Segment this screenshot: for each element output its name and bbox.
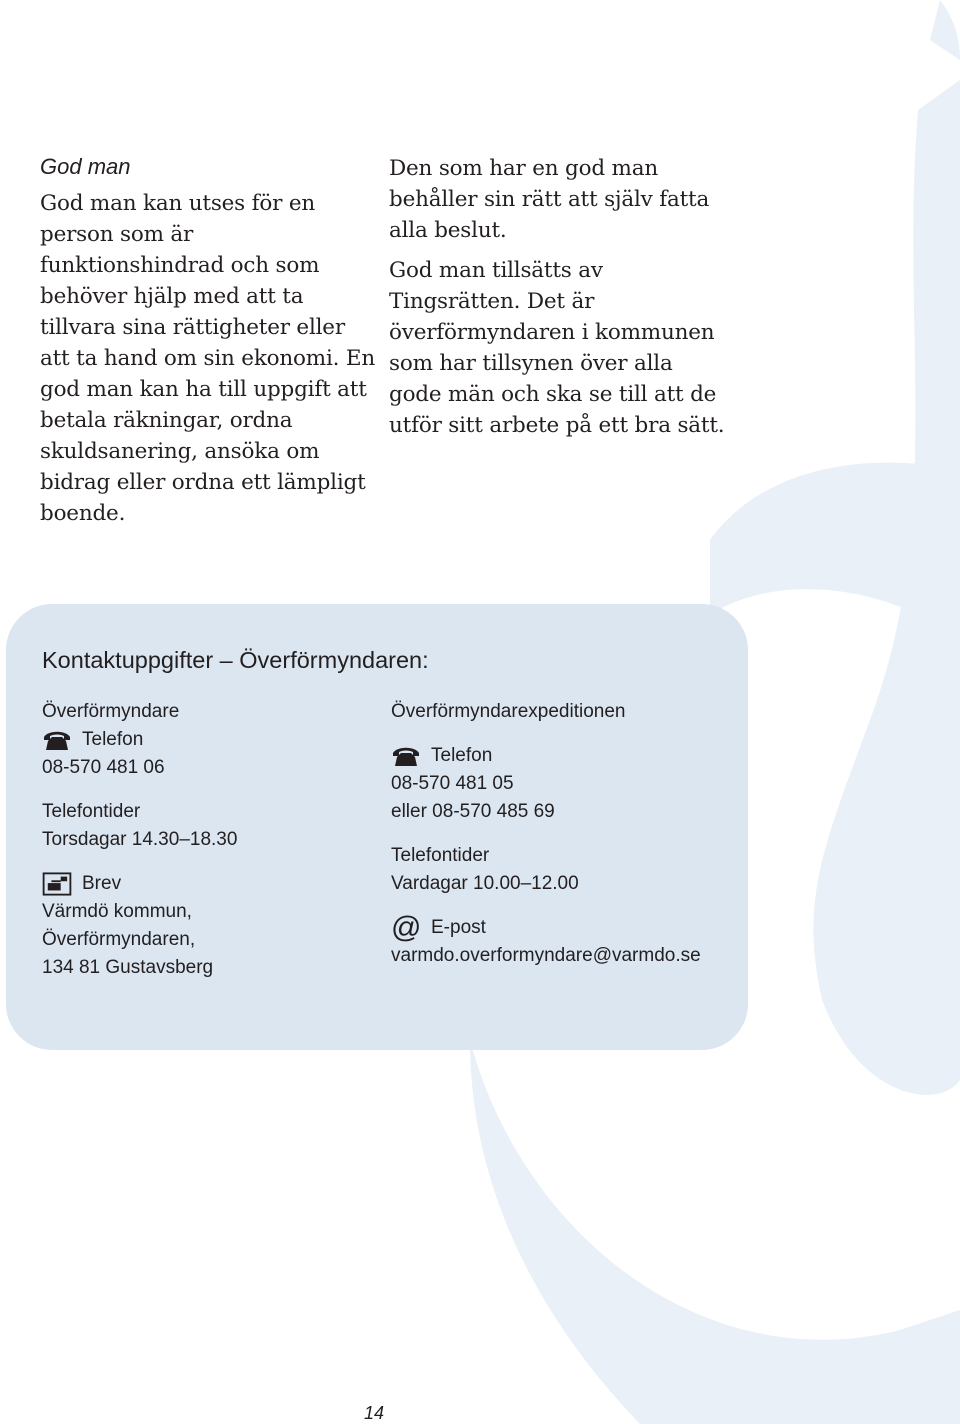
phone-hours: Vardagar 10.00–12.00 bbox=[391, 873, 579, 894]
phone-icon bbox=[42, 728, 72, 752]
contact-heading: Överförmyndarexpeditionen bbox=[391, 701, 626, 722]
phone-label: Telefon bbox=[82, 729, 144, 750]
contact-heading: Överförmyndare bbox=[42, 701, 180, 722]
phone-hours-label: Telefontider bbox=[391, 845, 490, 866]
email-address[interactable]: varmdo.overformyndare@varmdo.se bbox=[391, 945, 701, 966]
intro-paragraph: God man kan utses för en person som är funktionshindrad och som behöver hjälp med att ta tillvara sina rättigheter eller att ta hand om sin ekonomi. En god man kan ha till uppgift att betala räkningar, ordna skuldsanering, ansöka om bidrag eller ordna ett lämpligt boende. bbox=[40, 191, 376, 526]
mail-row bbox=[42, 870, 237, 898]
section-heading: God man bbox=[40, 154, 131, 179]
email-row bbox=[391, 911, 701, 944]
phone-row bbox=[42, 726, 237, 754]
address-line: Värmdö kommun, bbox=[42, 901, 192, 922]
phone-label: Telefon bbox=[431, 745, 493, 766]
rights-paragraph: Den som har en god man behåller sin rätt att själv fatta alla beslut. bbox=[389, 156, 710, 243]
supervision-paragraph: God man tillsätts av Tingsrätten. Det är överförmyndaren i kommunen som har tillsynen över alla gode män och ska se till att de utför sitt arbete på ett bra sätt. bbox=[389, 258, 725, 438]
contact-box bbox=[6, 604, 748, 1050]
contact-title: Kontaktuppgifter – Överförmyndaren: bbox=[42, 647, 429, 673]
at-sign-icon: @ bbox=[391, 911, 422, 944]
phone-number[interactable]: 08-570 481 06 bbox=[42, 757, 165, 778]
email-label: E-post bbox=[431, 917, 486, 938]
address-line: Överförmyndaren, bbox=[42, 929, 196, 950]
page-number: 14 bbox=[364, 1403, 385, 1423]
phone-hours-label: Telefontider bbox=[42, 801, 141, 822]
mail-label: Brev bbox=[82, 873, 122, 894]
phone-number[interactable]: 08-570 481 05 bbox=[391, 773, 514, 794]
contact-overformyndare bbox=[42, 698, 237, 982]
address-line: 134 81 Gustavsberg bbox=[42, 957, 214, 978]
contact-expedition bbox=[391, 698, 701, 970]
phone-number-alt[interactable]: eller 08-570 485 69 bbox=[391, 801, 555, 822]
phone-row bbox=[391, 742, 701, 770]
phone-icon bbox=[391, 744, 421, 768]
phone-hours: Torsdagar 14.30–18.30 bbox=[42, 829, 238, 850]
rights-column bbox=[389, 153, 729, 441]
letter-icon bbox=[42, 872, 72, 896]
